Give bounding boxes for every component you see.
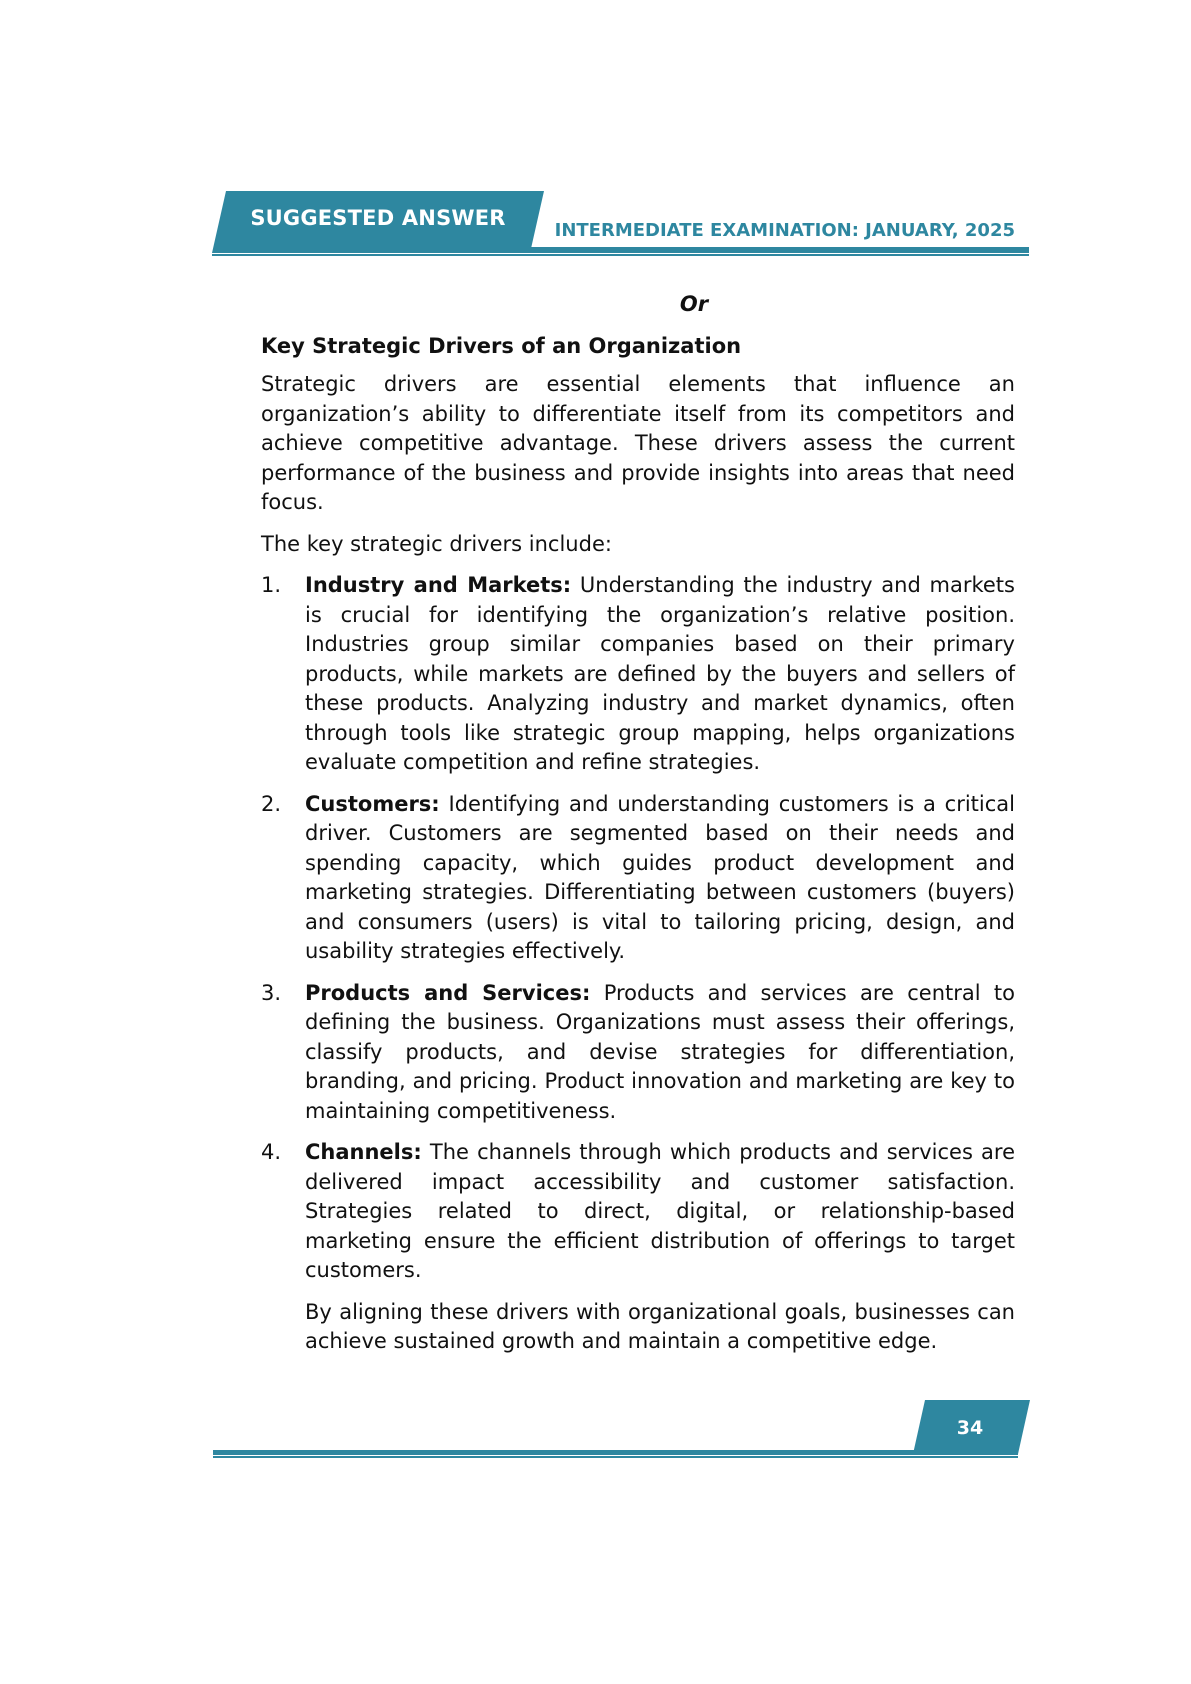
drivers-list	[261, 571, 1015, 1286]
exam-title: INTERMEDIATE EXAMINATION: JANUARY, 2025	[554, 220, 1015, 241]
list-number: 3.	[261, 980, 282, 1005]
or-separator: Or	[679, 292, 709, 316]
driver-description: Identifying and understanding customers is a critical driver. Customers are segmented based on their needs and spending capacity, which guides product development and marketing strategies. Differentiating between customers (buyers) and consumers (users) is vital to tailoring pricing, design, and usability strategies effectively.	[305, 791, 1015, 963]
list-number: 1.	[261, 573, 282, 597]
list-number: 2.	[261, 791, 282, 816]
section-title: Key Strategic Drivers of an Organization	[261, 334, 742, 358]
list-number: 4.	[261, 1140, 282, 1164]
closing-paragraph: By aligning these drivers with organizational goals, businesses can achieve sustained growth and maintain a competitive edge.	[305, 1299, 1015, 1353]
driver-term: Channels:	[305, 1140, 422, 1164]
intro-paragraph: Strategic drivers are essential elements that influence an organization’s ability to differentiate itself from its competitors and achieve competitive advantage. These drivers assess the current performance of the business and provide insights into areas that need focus.	[261, 372, 1015, 514]
driver-description: The channels through which products and services are delivered impact accessibility and customer satisfaction. Strategies related to direct, digital, or relationship-based marketing ensure the efficient distribution of offerings to target customers.	[305, 1140, 1015, 1282]
page-header	[0, 0, 1191, 260]
list-item	[261, 790, 1015, 967]
driver-description: Products and services are central to defining the business. Organizations must assess their offerings, classify products, and devise strategies for differentiation, branding, and pricing. Product innovation and marketing are key to maintaining competitiveness.	[305, 980, 1015, 1123]
driver-term: Customers:	[305, 791, 440, 816]
list-item	[261, 1138, 1015, 1286]
driver-description: Understanding the industry and markets is crucial for identifying the organization’s relative position. Industries group similar companies based on their primary products, while markets are defined by the buyers and sellers of these products. Analyzing industry and market dynamics, often through tools like strategic group mapping, helps organizations evaluate competition and refine strategies.	[305, 573, 1015, 774]
list-item	[261, 979, 1015, 1127]
driver-term: Products and Services:	[305, 980, 591, 1005]
page-number: 34	[956, 1417, 984, 1439]
list-item	[261, 571, 1015, 778]
suggested-answer-label: SUGGESTED ANSWER	[250, 206, 506, 230]
list-intro: The key strategic drivers include:	[261, 531, 612, 556]
driver-term: Industry and Markets:	[305, 573, 572, 597]
answer-body	[261, 290, 1015, 1357]
